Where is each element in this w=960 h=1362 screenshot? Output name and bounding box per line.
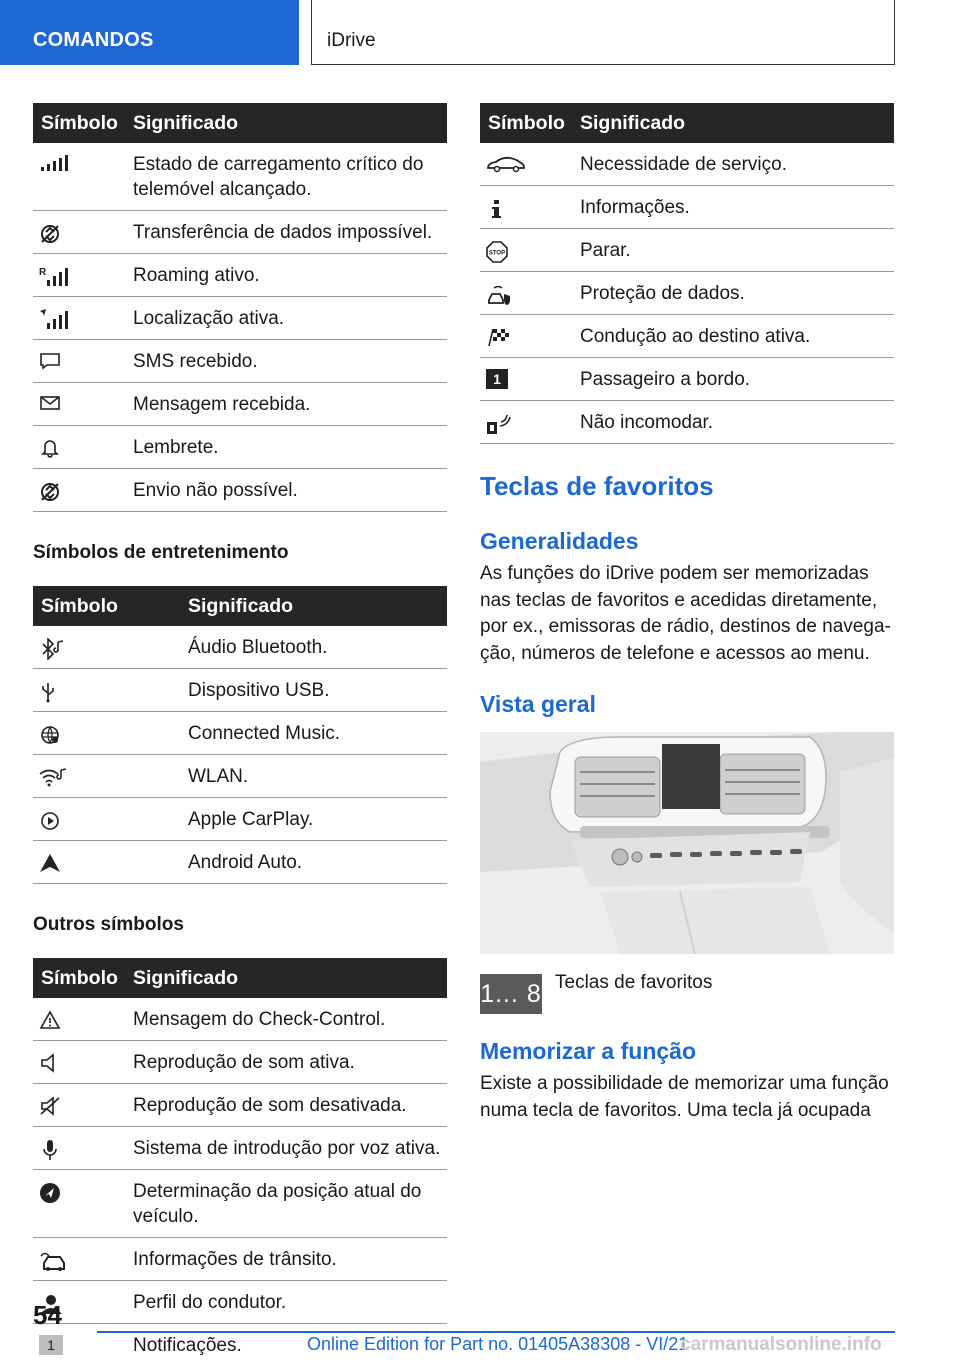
table-row xyxy=(33,1238,447,1281)
speaker-muted-icon xyxy=(33,1084,125,1127)
do-not-disturb-icon xyxy=(480,401,572,444)
table-row xyxy=(480,229,894,272)
table-row xyxy=(33,712,447,755)
section-tab: COMANDOS xyxy=(0,0,299,65)
col-meaning-header: Significado xyxy=(125,958,447,998)
carplay-icon xyxy=(33,798,180,841)
caption-row xyxy=(480,974,894,1014)
row-text: Localização ativa. xyxy=(125,297,447,340)
table-row xyxy=(33,426,447,469)
row-text: Lembrete. xyxy=(125,426,447,469)
roaming-icon xyxy=(33,254,125,297)
send-impossible-icon xyxy=(33,469,125,512)
row-text: Roaming ativo. xyxy=(125,254,447,297)
row-text: Envio não possível. xyxy=(125,469,447,512)
table-row xyxy=(33,755,447,798)
connected-music-icon xyxy=(33,712,180,755)
favorites-title: Teclas de favoritos xyxy=(480,471,714,501)
table-row xyxy=(33,1127,447,1170)
table-row xyxy=(480,315,894,358)
photo-caption: Teclas de favoritos xyxy=(555,972,713,993)
svg-text:R: R xyxy=(39,267,47,278)
footer-divider xyxy=(97,1331,895,1333)
row-text: WLAN. xyxy=(180,755,447,798)
row-text: Reprodução de som ativa. xyxy=(125,1041,447,1084)
table-row xyxy=(33,340,447,383)
col-symbol-header: Símbolo xyxy=(33,958,125,998)
table-row xyxy=(33,1170,447,1238)
col-symbol-header: Símbolo xyxy=(33,586,180,626)
chapter-tab: iDrive xyxy=(311,0,895,65)
row-text: Condução ao destino ativa. xyxy=(572,315,894,358)
signal-critical-icon xyxy=(33,143,125,211)
row-text: Android Auto. xyxy=(180,841,447,884)
data-transfer-impossible-icon xyxy=(33,211,125,254)
row-text: Determinação da posição atual do veículo. xyxy=(125,1170,447,1238)
android-auto-icon xyxy=(33,841,180,884)
table-row xyxy=(33,469,447,512)
usb-icon xyxy=(33,669,180,712)
table-row xyxy=(33,211,447,254)
general-heading: Generalidades xyxy=(480,528,639,554)
row-text: Passageiro a bordo. xyxy=(572,358,894,401)
memorize-heading: Memorizar a função xyxy=(480,1038,696,1064)
data-protection-icon xyxy=(480,272,572,315)
table-row xyxy=(480,358,894,401)
service-car-icon xyxy=(480,143,572,186)
row-text: Mensagem do Check-Control. xyxy=(125,998,447,1041)
table-row xyxy=(33,1281,447,1324)
table-row xyxy=(33,254,447,297)
col-meaning-header: Significado xyxy=(180,586,447,626)
table-row xyxy=(33,297,447,340)
row-text: Informações de trânsito. xyxy=(125,1238,447,1281)
row-text: SMS recebido. xyxy=(125,340,447,383)
row-text: Estado de carregamento crítico do telemóvel alcançado. xyxy=(125,143,447,211)
col-symbol-header: Símbolo xyxy=(33,103,125,143)
warning-triangle-icon xyxy=(33,998,125,1041)
stop-label: STOP xyxy=(488,250,506,257)
row-text: Connected Music. xyxy=(180,712,447,755)
info-icon xyxy=(480,186,572,229)
table-row xyxy=(480,186,894,229)
table-row xyxy=(33,841,447,884)
row-text: Reprodução de som desativada. xyxy=(125,1084,447,1127)
row-text: Sistema de introdução por voz ativa. xyxy=(125,1127,447,1170)
row-text: Apple CarPlay. xyxy=(180,798,447,841)
entertainment-symbols-table xyxy=(33,586,447,884)
traffic-info-icon xyxy=(33,1238,125,1281)
favorites-keys-photo xyxy=(480,732,894,954)
col-meaning-header: Significado xyxy=(572,103,894,143)
entertainment-heading: Símbolos de entretenimento xyxy=(33,542,289,563)
page-number: 54 xyxy=(33,1300,62,1330)
table-row xyxy=(33,798,447,841)
stop-icon xyxy=(480,229,572,272)
row-text: Notificações. xyxy=(125,1324,447,1362)
microphone-icon xyxy=(33,1127,125,1170)
table-row xyxy=(480,272,894,315)
bell-icon xyxy=(33,426,125,469)
location-signal-icon xyxy=(33,297,125,340)
table-row xyxy=(480,401,894,444)
general-text: As funções do iDrive podem ser memorizadas nas teclas de favoritos e acedidas diretamente, por ex., emissoras de rádio, destinos de navegação, números de telefone e acessos ao menu. xyxy=(480,563,891,664)
passenger-badge: 1 xyxy=(486,369,508,389)
memorize-text: Existe a possibilidade de memorizar uma função numa tecla de favoritos. Uma tecla já ocupada xyxy=(480,1073,889,1121)
keys-range-badge: 1... 8 xyxy=(480,974,542,1014)
table-row xyxy=(33,998,447,1041)
other-symbols-table xyxy=(33,958,447,1362)
table-row xyxy=(33,383,447,426)
sms-icon xyxy=(33,340,125,383)
speaker-icon xyxy=(33,1041,125,1084)
col-meaning-header: Significado xyxy=(125,103,447,143)
row-text: Transferência de dados impossível. xyxy=(125,211,447,254)
col-symbol-header: Símbolo xyxy=(480,103,572,143)
bluetooth-audio-icon xyxy=(33,626,180,669)
envelope-icon xyxy=(33,383,125,426)
watermark: carmanualsonline.info xyxy=(680,1334,882,1355)
row-text: Proteção de dados. xyxy=(572,272,894,315)
table-row xyxy=(33,1041,447,1084)
row-text: Necessidade de serviço. xyxy=(572,143,894,186)
table-row xyxy=(33,626,447,669)
table-row xyxy=(33,1084,447,1127)
table-row xyxy=(480,143,894,186)
table-row xyxy=(33,669,447,712)
wlan-icon xyxy=(33,755,180,798)
misc-symbols-table xyxy=(480,103,894,444)
right-column xyxy=(480,103,894,1124)
table-row xyxy=(33,143,447,211)
row-text: Parar. xyxy=(572,229,894,272)
edition-footer: Online Edition for Part no. 01405A38308 - VI/21 xyxy=(307,1334,689,1354)
row-text: Informações. xyxy=(572,186,894,229)
passenger-icon xyxy=(480,358,572,401)
row-text: Perfil do condutor. xyxy=(125,1281,447,1324)
notifications-badge: 1 xyxy=(39,1335,63,1355)
left-column xyxy=(33,103,447,1362)
checkered-flag-icon xyxy=(480,315,572,358)
overview-heading: Vista geral xyxy=(480,691,596,717)
status-symbols-table xyxy=(33,103,447,512)
row-text: Dispositivo USB. xyxy=(180,669,447,712)
position-arrow-icon xyxy=(33,1170,125,1238)
row-text: Áudio Bluetooth. xyxy=(180,626,447,669)
row-text: Não incomodar. xyxy=(572,401,894,444)
other-symbols-heading: Outros símbolos xyxy=(33,914,184,935)
row-text: Mensagem recebida. xyxy=(125,383,447,426)
